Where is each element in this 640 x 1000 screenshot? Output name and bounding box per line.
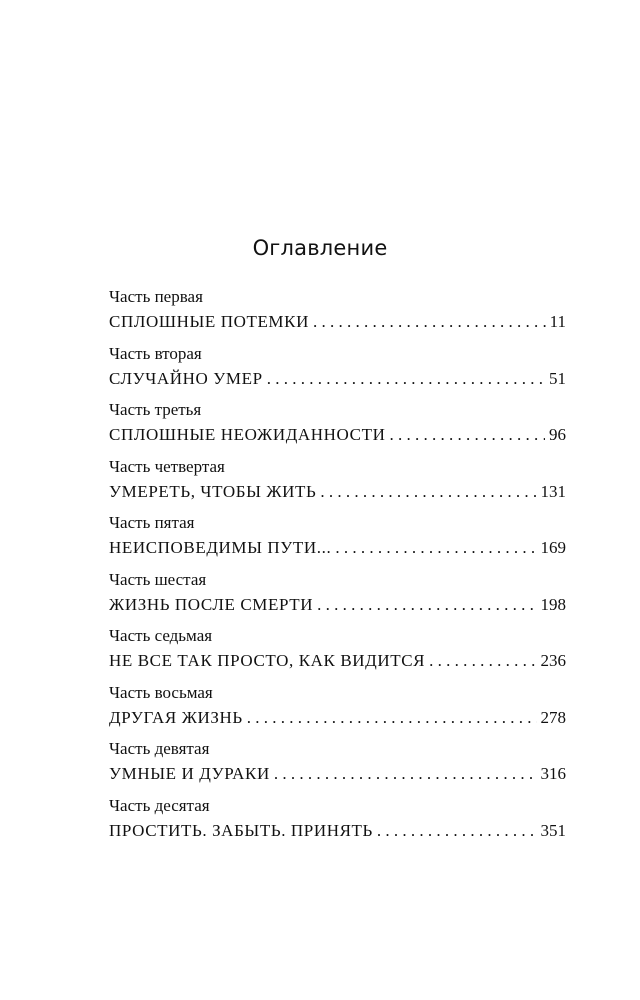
chapter-link[interactable] (109, 763, 566, 785)
page-number: 278 (540, 707, 566, 727)
toc-entry (109, 569, 566, 626)
dot-leader (429, 650, 536, 672)
toc-entry (109, 456, 566, 513)
chapter-title: ПРОСТИТЬ. ЗАБЫТЬ. ПРИНЯТЬ (109, 820, 373, 840)
chapter-title: УМНЫЕ И ДУРАКИ (109, 764, 270, 783)
part-label: Часть седьмая (109, 626, 213, 645)
toc-entry (109, 795, 566, 852)
dot-leader (247, 707, 537, 729)
chapter-title: СПЛОШНЫЕ ПОТЕМКИ (109, 312, 309, 331)
chapter-link[interactable] (109, 820, 566, 842)
page-number: 51 (549, 368, 566, 388)
chapter-link[interactable] (109, 707, 566, 729)
page-number: 169 (540, 538, 566, 557)
chapter-title: ЖИЗНЬ ПОСЛЕ СМЕРТИ (109, 594, 314, 614)
chapter-link[interactable] (109, 311, 566, 333)
chapter-title: ДРУГАЯ ЖИЗНЬ (109, 707, 243, 727)
part-label: Часть вторая (109, 343, 202, 363)
part-label: Часть девятая (109, 739, 210, 758)
dot-leader (267, 368, 545, 390)
table-of-contents (109, 286, 566, 851)
toc-entry (109, 682, 566, 739)
chapter-link[interactable] (109, 368, 566, 390)
chapter-link[interactable] (109, 594, 566, 616)
page-title: Оглавление (252, 236, 388, 260)
chapter-title: СЛУЧАЙНО УМЕР (109, 368, 263, 388)
chapter-link[interactable] (109, 650, 566, 672)
toc-entry (109, 625, 566, 682)
toc-entry (109, 512, 566, 569)
part-label: Часть десятая (109, 795, 210, 815)
toc-entry (109, 738, 566, 795)
page-number: 351 (540, 820, 566, 840)
part-label: Часть третья (109, 400, 202, 419)
toc-entry (109, 399, 566, 456)
chapter-title: НЕ ВСЕ ТАК ПРОСТО, КАК ВИДИТСЯ (109, 651, 426, 670)
page-number: 11 (549, 312, 566, 331)
toc-entry (109, 286, 566, 343)
page-number: 131 (540, 481, 566, 501)
chapter-title: УМЕРЕТЬ, ЧТОБЫ ЖИТЬ (109, 481, 317, 501)
page-number: 198 (540, 594, 566, 614)
chapter-title: СПЛОШНЫЕ НЕОЖИДАННОСТИ (109, 425, 386, 444)
page-number: 96 (549, 425, 566, 444)
part-label: Часть четвертая (109, 456, 225, 476)
dot-leader (274, 763, 537, 785)
toc-entry (109, 343, 566, 400)
chapter-link[interactable] (109, 537, 566, 559)
dot-leader (377, 820, 537, 842)
dot-leader (313, 311, 546, 333)
chapter-link[interactable] (109, 424, 566, 446)
part-label: Часть шестая (109, 569, 207, 589)
chapter-link[interactable] (109, 481, 566, 503)
chapter-title: НЕИСПОВЕДИМЫ ПУТИ... (109, 538, 332, 557)
part-label: Часть первая (109, 287, 203, 306)
dot-leader (320, 481, 536, 503)
page-number: 316 (540, 764, 566, 783)
page-number: 236 (540, 651, 566, 670)
part-label: Часть пятая (109, 513, 195, 532)
part-label: Часть восьмая (109, 682, 213, 702)
dot-leader (335, 537, 536, 559)
dot-leader (389, 424, 545, 446)
dot-leader (317, 594, 536, 616)
